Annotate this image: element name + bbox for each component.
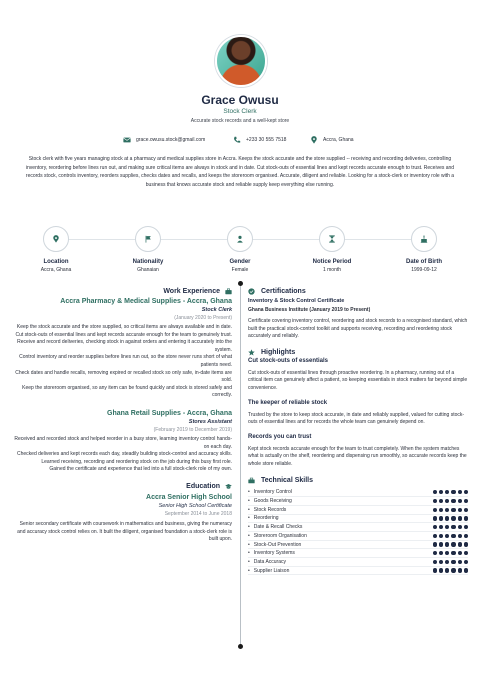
skill-rating-dot bbox=[433, 499, 437, 503]
stat-value: Female bbox=[231, 267, 249, 273]
highlight-title: Records you can trust bbox=[248, 433, 312, 440]
skill-row bbox=[248, 523, 468, 532]
skill-rating bbox=[433, 560, 468, 564]
skill-rating-dot bbox=[439, 568, 443, 572]
skill-name: • Date & Recall Checks bbox=[248, 524, 433, 530]
skill-rating-dot bbox=[433, 560, 437, 564]
skill-row bbox=[248, 567, 468, 576]
contact-bar bbox=[0, 135, 480, 145]
skill-name: • Data Accuracy bbox=[248, 559, 433, 565]
skill-rating-dot bbox=[433, 551, 437, 555]
skill-rating-dot bbox=[458, 508, 462, 512]
skill-rating-dot bbox=[445, 508, 449, 512]
highlight-item bbox=[248, 434, 468, 469]
skill-name: • Inventory Control bbox=[248, 489, 433, 495]
skill-row bbox=[248, 558, 468, 567]
skill-row bbox=[248, 532, 468, 541]
contact-location-text: Accra, Ghana bbox=[323, 137, 354, 143]
skill-rating-dot bbox=[439, 534, 443, 538]
timeline-dot-bottom bbox=[238, 644, 243, 649]
skill-rating bbox=[433, 542, 468, 546]
education-dates: September 2014 to June 2018 bbox=[164, 510, 232, 517]
skill-rating bbox=[433, 508, 468, 512]
location-pin-icon bbox=[52, 235, 60, 243]
job-position: Stores Assistant bbox=[188, 418, 232, 425]
skill-rating-dot bbox=[433, 534, 437, 538]
skill-rating-dot bbox=[464, 542, 468, 546]
skill-rating-dot bbox=[433, 508, 437, 512]
job-bullet: Keep the stock accurate and the store supplied, so critical items are always available and in date. bbox=[16, 324, 232, 330]
skill-rating bbox=[433, 516, 468, 520]
skill-rating-dot bbox=[451, 560, 455, 564]
skill-rating-dot bbox=[464, 551, 468, 555]
contact-email[interactable] bbox=[123, 135, 205, 145]
section-title: Education bbox=[186, 483, 220, 491]
stat-circle bbox=[411, 226, 437, 252]
skill-rating-dot bbox=[451, 490, 455, 494]
skill-rating bbox=[433, 499, 468, 503]
stat-label: Date of Birth bbox=[406, 259, 442, 265]
job-entry bbox=[12, 410, 232, 474]
stat-notice-period bbox=[292, 226, 372, 273]
skill-rating-dot bbox=[439, 508, 443, 512]
stat-gender bbox=[200, 226, 280, 273]
education-entry bbox=[12, 494, 232, 544]
skill-rating-dot bbox=[464, 525, 468, 529]
job-bullets bbox=[12, 324, 232, 400]
highlight-item bbox=[248, 400, 468, 427]
skill-name: • Stock-Out Prevention bbox=[248, 542, 433, 548]
skill-row bbox=[248, 506, 468, 515]
highlight-title: The keeper of reliable stock bbox=[248, 399, 328, 406]
stat-label: Gender bbox=[229, 259, 251, 265]
skill-rating-dot bbox=[439, 499, 443, 503]
skill-rating-dot bbox=[439, 525, 443, 529]
right-column bbox=[248, 286, 468, 575]
stat-circle bbox=[135, 226, 161, 252]
location-pin-icon bbox=[310, 136, 318, 144]
certification-name: Inventory & Stock Control Certificate bbox=[248, 298, 345, 304]
skill-rating-dot bbox=[458, 551, 462, 555]
skill-rating-dot bbox=[433, 525, 437, 529]
star-icon bbox=[248, 349, 255, 356]
flag-icon bbox=[144, 235, 152, 243]
education-description: Senior secondary certificate with coursework in mathematics and business, giving the numeracy and accuracy stock control relies on. It built the diligent, organised foundation a stock-clerk role is built upon. bbox=[17, 520, 232, 543]
job-position: Stock Clerk bbox=[201, 307, 232, 313]
skill-rating-dot bbox=[451, 516, 455, 520]
job-dates: (February 2019 to December 2019) bbox=[153, 426, 232, 433]
job-bullet: Learned receiving, recording and reordering stock on the job during this busy first role. bbox=[41, 458, 232, 465]
section-title: Work Experience bbox=[163, 287, 220, 295]
job-bullet: Control inventory and reorder supplies before lines run out, so the store never runs short of what patients need. bbox=[19, 354, 232, 368]
stat-value: 1999-09-12 bbox=[411, 267, 437, 273]
skill-rating-dot bbox=[445, 490, 449, 494]
skill-row bbox=[248, 549, 468, 558]
contact-location bbox=[310, 135, 354, 145]
badge-check-icon bbox=[248, 288, 255, 295]
skill-rating-dot bbox=[458, 499, 462, 503]
skill-rating-dot bbox=[445, 560, 449, 564]
skill-rating-dot bbox=[445, 525, 449, 529]
stat-label: Location bbox=[43, 259, 69, 265]
education-heading bbox=[12, 482, 232, 492]
skill-rating bbox=[433, 525, 468, 529]
skill-rating-dot bbox=[458, 568, 462, 572]
skill-row bbox=[248, 489, 468, 498]
graduation-cap-icon bbox=[225, 483, 232, 490]
contact-phone-text: +233 30 555 7518 bbox=[246, 137, 287, 143]
stat-value: 1 month bbox=[322, 267, 342, 273]
timeline-divider bbox=[240, 284, 241, 646]
stat-label: Notice Period bbox=[312, 259, 352, 265]
skill-rating-dot bbox=[433, 516, 437, 520]
stat-value: Accra, Ghana bbox=[40, 267, 72, 273]
skill-name: • Reordering bbox=[248, 515, 433, 521]
job-bullet: Checked deliveries and kept records each day, steadily building stock-control and accuracy skills. bbox=[16, 451, 232, 458]
certification-issuer: Ghana Business Institute (January 2019 to Present) bbox=[248, 307, 371, 313]
skill-rating-dot bbox=[451, 542, 455, 546]
skill-row bbox=[248, 541, 468, 550]
skill-rating-dot bbox=[445, 568, 449, 572]
job-bullet: Receive and record deliveries, checking stock in against orders and entering it accurately into the system. bbox=[17, 339, 232, 353]
skill-rating-dot bbox=[445, 516, 449, 520]
job-bullet: Gained the certificate and experience that led into a full stock-clerk role of my own. bbox=[49, 466, 232, 473]
left-column bbox=[12, 286, 232, 544]
skill-rating-dot bbox=[439, 542, 443, 546]
job-bullet: Received and recorded stock and helped reorder in a busy store, learning inventory control hands-on each day. bbox=[14, 435, 232, 450]
job-bullets bbox=[12, 436, 232, 474]
skill-rating-dot bbox=[464, 534, 468, 538]
skill-rating-dot bbox=[433, 542, 437, 546]
skill-rating-dot bbox=[445, 499, 449, 503]
highlight-text: Kept stock records accurate enough for the team to trust completely. When the system matches what is actually on the shelf, reordering and dispensing run smoothly, so accurate records keep the whole store reliable. bbox=[248, 445, 467, 467]
skill-rating-dot bbox=[451, 568, 455, 572]
skill-rating-dot bbox=[451, 508, 455, 512]
skill-rating-dot bbox=[439, 551, 443, 555]
skill-rating-dot bbox=[451, 499, 455, 503]
contact-phone[interactable] bbox=[233, 135, 286, 145]
skill-rating bbox=[433, 551, 468, 555]
mail-icon bbox=[123, 136, 131, 144]
profile-summary: Stock clerk with five years managing stock at a pharmacy and medical supplies store in Accra. Keeps the stock accurate and the store supplied -- receiving and recording deliveries, controlling inventory, reordering before lines run out, and making sure critical items are always in stock and in date. Cut stock-outs of essential lines and kept records accurate enough to trust. Receives and records stock, controls inventory, reorders supplies, checks dates and recalls, and keeps the storeroom organised. Accurate, diligent and reliable. Looking for a stock-clerk or inventory role with a business that knows accurate stock and reliable supply keep everything else running. bbox=[25, 156, 455, 188]
skill-rating-dot bbox=[464, 490, 468, 494]
skill-rating-dot bbox=[445, 534, 449, 538]
skill-rating-dot bbox=[445, 551, 449, 555]
skill-name: • Goods Receiving bbox=[248, 498, 433, 504]
skill-rating-dot bbox=[464, 508, 468, 512]
skill-rating-dot bbox=[439, 516, 443, 520]
person-icon bbox=[236, 235, 244, 243]
highlight-text: Trusted by the store to keep stock accurate, in date and reliably supplied, valued for cutting stock-outs of essential lines and for records the whole team can genuinely depend on. bbox=[248, 411, 465, 426]
skill-rating-dot bbox=[464, 516, 468, 520]
section-title: Technical Skills bbox=[261, 477, 314, 485]
stat-label: Nationality bbox=[132, 259, 164, 265]
phone-icon bbox=[233, 136, 241, 144]
skill-rating-dot bbox=[451, 525, 455, 529]
skill-name: • Stock Records bbox=[248, 507, 433, 513]
skill-rating-dot bbox=[433, 568, 437, 572]
skill-rating-dot bbox=[458, 490, 462, 494]
highlight-text: Cut stock-outs of essential lines through proactive reordering. In a pharmacy, running out of a critical item can genuinely affect a patient, so keeping essentials in stock matters far beyond simple convenience. bbox=[248, 369, 468, 391]
work-experience-heading bbox=[12, 286, 232, 296]
stat-location bbox=[16, 226, 96, 273]
skill-rating bbox=[433, 490, 468, 494]
skill-rating-dot bbox=[458, 525, 462, 529]
section-title: Certifications bbox=[261, 287, 306, 295]
personal-details bbox=[0, 226, 480, 286]
skill-rating-dot bbox=[451, 534, 455, 538]
skill-row bbox=[248, 497, 468, 506]
candidate-name: Grace Owusu bbox=[201, 93, 279, 107]
briefcase-icon bbox=[225, 288, 232, 295]
highlight-item bbox=[248, 358, 468, 393]
highlights-heading bbox=[248, 348, 468, 358]
skill-row bbox=[248, 515, 468, 524]
skill-rating-dot bbox=[445, 542, 449, 546]
job-bullet: Check dates and handle recalls, removing expired or recalled stock so only safe, in-date items are sold. bbox=[15, 369, 232, 384]
job-employer: Accra Pharmacy & Medical Supplies - Accra, Ghana bbox=[60, 298, 232, 305]
skill-rating-dot bbox=[458, 534, 462, 538]
skill-rating-dot bbox=[451, 551, 455, 555]
stat-circle bbox=[43, 226, 69, 252]
stat-date-of-birth bbox=[384, 226, 464, 273]
skill-name: • Supplier Liaison bbox=[248, 568, 433, 574]
highlight-title: Cut stock-outs of essentials bbox=[248, 357, 329, 364]
toolbox-icon bbox=[248, 477, 255, 484]
skill-name: • Storeroom Organisation bbox=[248, 533, 433, 539]
avatar bbox=[215, 35, 267, 87]
job-bullet: Keep the storeroom organised, so any item can be found quickly and stock is stored safely and correctly. bbox=[22, 384, 232, 399]
stat-circle bbox=[227, 226, 253, 252]
skill-rating-dot bbox=[464, 568, 468, 572]
skill-name: • Inventory Systems bbox=[248, 550, 433, 556]
job-dates: (January 2020 to Present) bbox=[174, 315, 232, 321]
candidate-tagline: Accurate stock records and a well-kept store bbox=[190, 118, 290, 124]
skill-rating bbox=[433, 568, 468, 572]
skill-rating-dot bbox=[464, 499, 468, 503]
cake-icon bbox=[420, 235, 428, 243]
certification-description: Certificate covering inventory control, reordering and stock records to a recognised standard, which built the practical stock-control toolkit and supports receiving, recording and reordering stock accurately and reliably. bbox=[248, 318, 468, 340]
skill-rating bbox=[433, 534, 468, 538]
resume-header bbox=[0, 0, 480, 150]
contact-email-text: grace.owusu.stock@gmail.com bbox=[136, 137, 206, 143]
skills-list bbox=[248, 489, 468, 576]
skill-rating-dot bbox=[458, 516, 462, 520]
skill-rating-dot bbox=[458, 560, 462, 564]
skill-rating-dot bbox=[458, 542, 462, 546]
job-entry bbox=[12, 298, 232, 400]
stat-nationality bbox=[108, 226, 188, 273]
skill-rating-dot bbox=[433, 490, 437, 494]
education-school: Accra Senior High School bbox=[146, 493, 232, 501]
candidate-role: Stock Clerk bbox=[223, 108, 257, 115]
technical-skills-heading bbox=[248, 476, 468, 486]
section-title: Highlights bbox=[261, 349, 296, 357]
skill-rating-dot bbox=[439, 560, 443, 564]
stat-value: Ghanaian bbox=[137, 267, 159, 273]
skill-rating-dot bbox=[464, 560, 468, 564]
skill-rating-dot bbox=[439, 490, 443, 494]
job-bullet: Cut stock-outs of essential lines and kept records accurate enough for the team to genuinely trust. bbox=[15, 331, 232, 338]
education-qualification: Senior High School Certificate bbox=[158, 502, 232, 509]
job-employer: Ghana Retail Supplies - Accra, Ghana bbox=[107, 409, 232, 417]
timeline-dot-top bbox=[238, 281, 243, 286]
stat-circle bbox=[319, 226, 345, 252]
hourglass-icon bbox=[328, 235, 336, 243]
certifications-heading bbox=[248, 286, 468, 296]
